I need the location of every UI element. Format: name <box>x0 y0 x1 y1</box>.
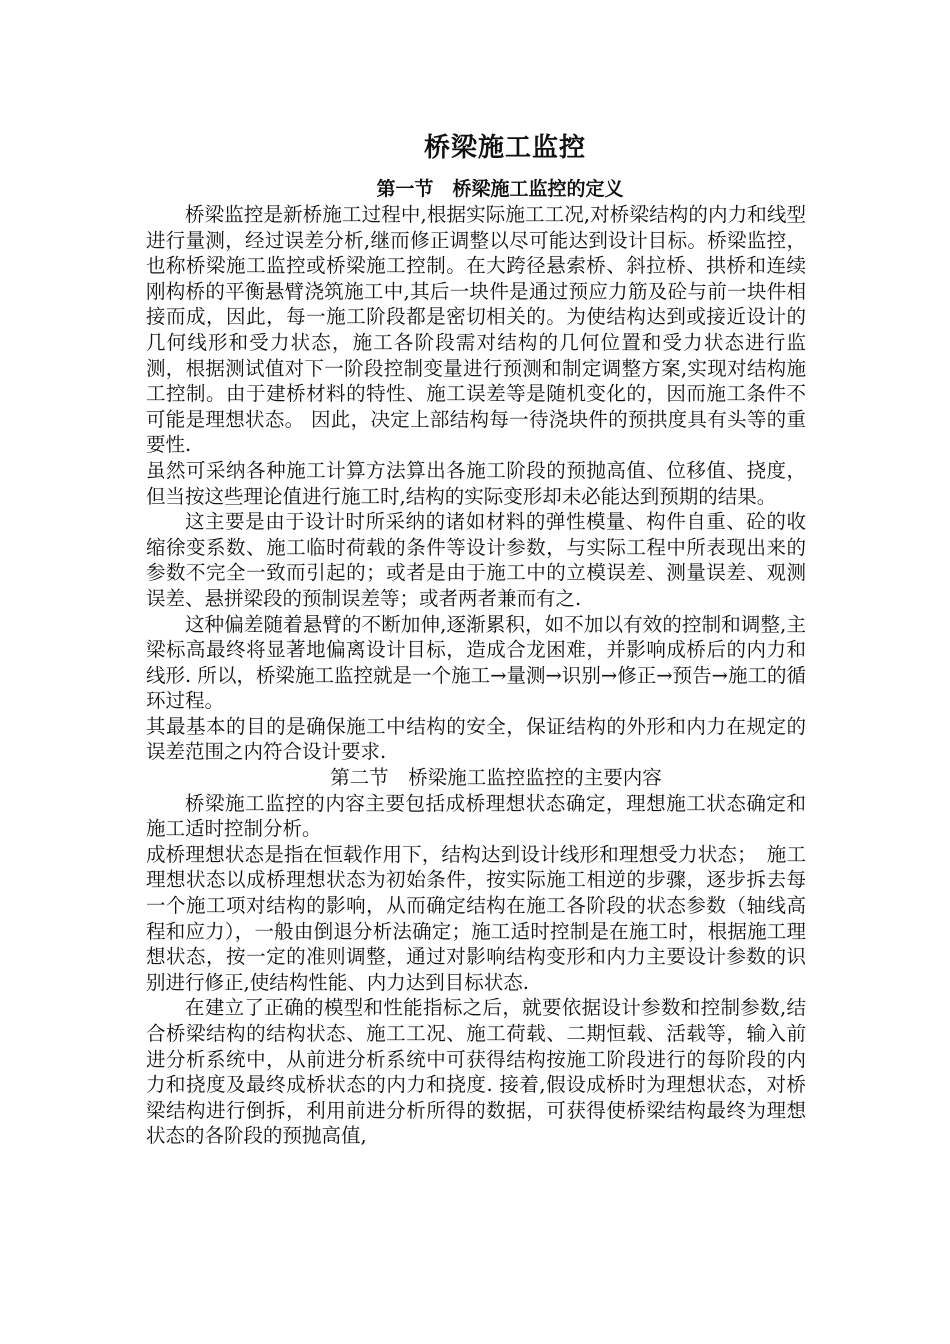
paragraph-8: 在建立了正确的模型和性能指标之后，就要依据设计参数和控制参数,结合桥梁结构的结构状态、施工工况、施工荷载、二期恒载、活载等，输入前进分析系统中，从前进分析系统中可获得结构按施工阶段进行的每阶段的内力和挠度及最终成桥状态的内力和挠度. 接着,假设成桥时为理想状态，对桥梁结构进行倒拆，利用前进分析所得的数据，可获得使桥梁结构最终为理想状态的各阶段的预抛高值, <box>146 996 806 1148</box>
document-title: 桥梁施工监控 <box>423 133 586 163</box>
section2-heading: 第二节 桥梁施工监控监控的主要内容 <box>330 766 662 790</box>
paragraph-5: 其最基本的目的是确保施工中结构的安全，保证结构的外形和内力在规定的误差范围之内符合设计要求. <box>146 714 806 764</box>
section1-heading: 第一节 桥梁施工监控的定义 <box>376 178 624 200</box>
paragraph-7: 成桥理想状态是指在恒载作用下，结构达到设计线形和理想受力状态； 施工理想状态以成桥理想状态为初始条件，按实际施工相逆的步骤，逐步拆去每一个施工项对结构的影响，从而确定结构在施工各阶段的状态参数（轴线高程和应力），一般由倒退分析法确定；施工适时控制是在施工时，根据施工理想状态，按一定的准则调整，通过对影响结构变形和内力主要设计参数的识别进行修正,使结构性能、内力达到目标状态. <box>146 842 806 994</box>
document-body <box>146 202 806 1149</box>
paragraph-3: 这主要是由于设计时所采纳的诸如材料的弹性模量、构件自重、砼的收缩徐变系数、施工临时荷载的条件等设计参数，与实际工程中所表现出来的参数不完全一致而引起的；或者是由于施工中的立模误差、测量误差、观测误差、悬拼梁段的预制误差等；或者两者兼而有之. <box>146 510 806 610</box>
paragraph-2: 虽然可采纳各种施工计算方法算出各施工阶段的预抛高值、位移值、挠度，但当按这些理论值进行施工时,结构的实际变形却未必能达到预期的结果。 <box>146 458 806 508</box>
paragraph-6: 桥梁施工监控的内容主要包括成桥理想状态确定，理想施工状态确定和施工适时控制分析。 <box>146 791 806 841</box>
paragraph-1: 桥梁监控是新桥施工过程中,根据实际施工工况,对桥梁结构的内力和线型进行量测，经过误差分析,继而修正调整以尽可能达到设计目标。桥梁监控，也称桥梁施工监控或桥梁施工控制。在大跨径悬索桥、斜拉桥、拱桥和连续刚构桥的平衡悬臂浇筑施工中,其后一块件是通过预应力筋及砼与前一块件相接而成，因此，每一施工阶段都是密切相关的。为使结构达到或接近设计的几何线形和受力状态，施工各阶段需对结构的几何位置和受力状态进行监测，根据测试值对下一阶段控制变量进行预测和制定调整方案,实现对结构施工控制。由于建桥材料的特性、施工误差等是随机变化的，因而施工条件不可能是理想状态。 因此，决定上部结构每一待浇块件的预拱度具有头等的重要性. <box>146 203 806 457</box>
paragraph-4: 这种偏差随着悬臂的不断加伸,逐渐累积，如不加以有效的控制和调整,主梁标高最终将显著地偏离设计目标，造成合龙困难，并影响成桥后的内力和线形. 所以，桥梁施工监控就是一个施工→量测→识别→修正→预告→施工的循环过程。 <box>146 612 806 713</box>
